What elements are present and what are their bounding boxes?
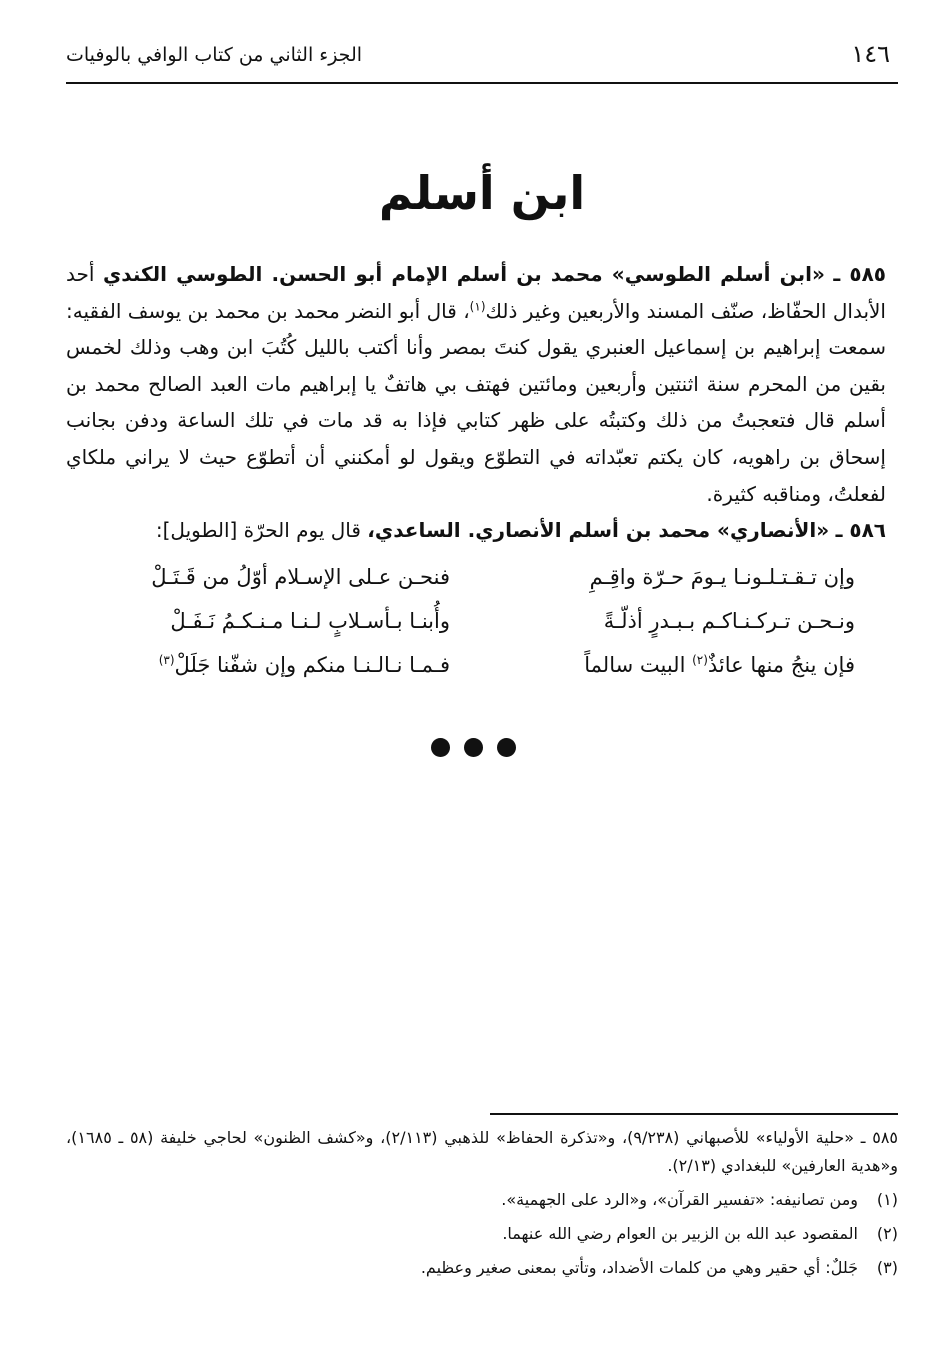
footnote-text: المقصود عبد الله بن الزبير بن العوام رضي الله عنهما. — [502, 1224, 858, 1243]
footnote-ref: (١) — [469, 298, 486, 313]
footnote-number: (٢) — [876, 1224, 898, 1243]
footnote-number: (٣) — [876, 1258, 898, 1277]
hemistich-text: وأُبنـا بـأسـلابٍ لـنـا مـنـكـمُ نَـفَـلْ — [170, 609, 450, 633]
footnote-text: جَللٌ: أي حقير وهي من كلمات الأضداد، وتأتي بمعنى صغير وعظيم. — [420, 1258, 858, 1277]
entry-name: «ابن أسلم الطوسي» محمد بن أسلم الإمام أبو الحسن. الطوسي الكندي — [102, 262, 825, 286]
footnote-item — [66, 1186, 898, 1214]
footnotes — [66, 1124, 898, 1288]
header-rule — [66, 82, 898, 84]
first-hemistich — [510, 653, 855, 697]
second-hemistich — [105, 565, 450, 609]
page-header — [66, 38, 898, 82]
footnote-item — [66, 1254, 898, 1282]
footnote-item — [66, 1220, 898, 1248]
second-hemistich — [105, 609, 450, 653]
ornament-dot — [464, 738, 483, 757]
hemistich-text: فإن ينجُ منها عائذٌ — [707, 653, 855, 677]
ornament-dot — [431, 738, 450, 757]
footnote-rule — [490, 1113, 898, 1115]
footnote-text: ومن تصانيفه: «تفسير القرآن»، و«الرد على الجهمية». — [501, 1190, 858, 1209]
page-number: ١٤٦ — [851, 40, 890, 68]
footnote-ref: (٢) — [692, 653, 708, 667]
entry-text: أحد الأبدال الحفّاظ، صنّف المسند والأربعين وغير ذلك — [66, 262, 886, 323]
hemistich-text: فنحـن عـلى الإسـلام أوّلُ من قَـتَـلْ — [151, 565, 450, 589]
entry-586 — [66, 512, 886, 549]
poem-verse — [105, 565, 855, 609]
hemistich-text: فـمـا نـالـنـا منكم وإن شفّنا جَلَلْ — [174, 653, 450, 677]
entry-585 — [66, 256, 886, 512]
running-title: الجزء الثاني من كتاب الوافي بالوفيات — [66, 44, 363, 66]
section-title: ابن أسلم — [378, 166, 586, 220]
section-ornament — [0, 738, 946, 757]
first-hemistich: ونـحـن تـركـنـاكـم بـبـدرٍ أذلّـةً — [603, 609, 855, 633]
entry-text: قال يوم الحرّة [الطويل]: — [155, 518, 361, 543]
entry-number: ٥٨٥ ـ — [833, 262, 886, 286]
poem — [105, 565, 855, 697]
hemistich-text-tail: البيت سالماً — [584, 653, 693, 677]
footnote-ref: (٣) — [158, 653, 175, 667]
first-hemistich: وإن تـقـتـلـونـا يـومَ حـرّة واقِـمِ — [589, 565, 855, 589]
entries-body — [66, 256, 886, 549]
footnote-sources: ٥٨٥ ـ «حلية الأولياء» للأصبهاني (٩/٢٣٨)، و«تذكرة الحفاظ» للذهبي (٢/١١٣)، و«كشف الظنون» لحاجي خليفة (٥٨ ـ ١٦٨٥)، و«هدية العارفين» للبغدادي (٢/١٣). — [66, 1128, 898, 1175]
footnote-number: (١) — [876, 1190, 898, 1209]
poem-verse — [105, 609, 855, 653]
poem-verse — [105, 653, 855, 697]
entry-name: «الأنصاري» محمد بن أسلم الأنصاري. الساعدي، — [367, 518, 830, 543]
second-hemistich — [105, 653, 450, 697]
ornament-dot — [497, 738, 516, 757]
entry-text-continued: ، قال أبو النضر محمد بن محمد بن يوسف الفقيه: سمعت إبراهيم بن إسماعيل العنبري يقول كنتَ بمصر وأنا أكتب بالليل كُتُبَ ابن وهب وذلك لخمس بقين من المحرم سنة اثنتين وأربعين ومائتين فهتف بي هاتفٌ يا إبراهيم مات العبد الصالح محمد بن أسلم قال فتعجبتُ من ذلك وكتبتُه على ظهر كتابي فإذا به قد مات في تلك الساعة ودفن بجانب إسحاق بن راهويه، كان يكتم تعبّداته في التطوّع ويقول لو أمكنني أن أتطوّع حيث لا يراني ملكاي لفعلتُ، ومناقبه كثيرة. — [66, 298, 886, 506]
entry-number: ٥٨٦ ـ — [835, 518, 886, 543]
